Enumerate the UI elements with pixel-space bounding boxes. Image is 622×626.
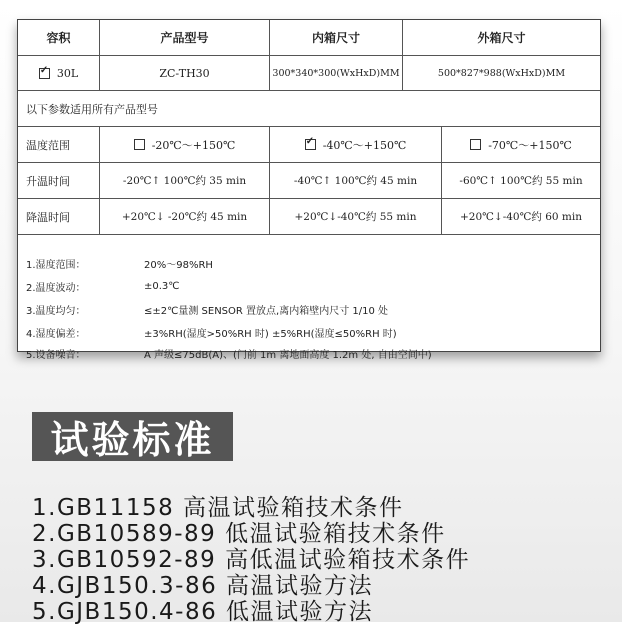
capacity-value: 30L bbox=[56, 66, 79, 80]
note-item bbox=[26, 300, 388, 319]
note-value: ≤±2℃量测 SENSOR 置放点,离内箱壁内尺寸 1/10 处 bbox=[144, 306, 389, 317]
capacity-cell bbox=[18, 56, 100, 90]
note-key: 5.设备噪音： bbox=[26, 350, 86, 361]
standard-item: 4.GJB150.3-86 高温试验方法 bbox=[32, 573, 374, 599]
standard-item: 3.GB10592-89 高低温试验箱技术条件 bbox=[32, 547, 471, 573]
standard-item: 5.GJB150.4-86 低温试验方法 bbox=[32, 599, 374, 625]
heating-label: 升温时间 bbox=[18, 163, 100, 198]
spec-notes bbox=[18, 254, 600, 361]
checkbox-empty-icon bbox=[470, 139, 481, 150]
note-item bbox=[26, 254, 213, 273]
checkbox-empty-icon bbox=[134, 139, 145, 150]
note-item bbox=[26, 344, 432, 363]
header-model: 产品型号 bbox=[100, 20, 270, 55]
model-value: ZC-TH30 bbox=[100, 56, 270, 90]
header-outer-size: 外箱尺寸 bbox=[477, 31, 526, 45]
heating-value-3: -60℃↑ 100℃约 55 min bbox=[459, 175, 583, 187]
applies-note-row bbox=[18, 91, 600, 127]
standards-title: 试验标准 bbox=[32, 412, 233, 461]
header-inner-size: 内箱尺寸 bbox=[270, 20, 403, 55]
table-header-row bbox=[18, 20, 600, 56]
cooling-value-2: +20℃↓-40℃约 55 min bbox=[270, 199, 442, 234]
applies-note: 以下参数适用所有产品型号 bbox=[26, 102, 158, 116]
note-key: 3.温度均匀： bbox=[26, 306, 86, 317]
temp-range-option-3 bbox=[442, 127, 600, 162]
cooling-value-1: +20℃↓ -20℃约 45 min bbox=[100, 199, 270, 234]
spec-table bbox=[17, 19, 601, 361]
note-value: A 声级≤75dB(A)、(门前 1m 离地面高度 1.2m 处, 自由空间中) bbox=[144, 350, 432, 361]
note-key: 2.温度波动： bbox=[26, 283, 86, 294]
heating-value-1: -20℃↑ 100℃约 35 min bbox=[100, 163, 270, 198]
outer-size-value: 500*827*988(WxHxD)MM bbox=[437, 67, 566, 79]
cooling-value-3: +20℃↓-40℃约 60 min bbox=[460, 211, 582, 223]
standard-item: 1.GB11158 高温试验箱技术条件 bbox=[32, 495, 404, 521]
temp-range-option-1 bbox=[100, 127, 270, 162]
checkbox-checked-icon bbox=[305, 139, 316, 150]
temp-range-label: 温度范围 bbox=[18, 127, 100, 162]
inner-size-value: 300*340*300(WxHxD)MM bbox=[270, 56, 403, 90]
heating-row bbox=[18, 163, 600, 199]
temp-range-option-3-text: -70℃～+150℃ bbox=[488, 138, 572, 152]
temp-range-option-2-text: -40℃～+150℃ bbox=[322, 138, 407, 152]
note-value: ±3%RH(湿度>50%RH 时) ±5%RH(湿度≤50%RH 时) bbox=[144, 329, 397, 340]
note-item bbox=[26, 323, 397, 342]
note-value: ±0.3℃ bbox=[144, 281, 180, 292]
temp-range-option-2 bbox=[270, 127, 442, 162]
cooling-label: 降温时间 bbox=[18, 199, 100, 234]
note-key: 4.湿度偏差： bbox=[26, 329, 86, 340]
product-row bbox=[18, 56, 600, 91]
standard-item: 2.GB10589-89 低温试验箱技术条件 bbox=[32, 521, 446, 547]
temp-range-option-1-text: -20℃～+150℃ bbox=[151, 138, 236, 152]
note-key: 1.湿度范围： bbox=[26, 260, 86, 271]
cooling-row bbox=[18, 199, 600, 235]
heating-value-2: -40℃↑ 100℃约 45 min bbox=[270, 163, 442, 198]
temp-range-row bbox=[18, 127, 600, 163]
note-item bbox=[26, 277, 180, 296]
note-value: 20%～98%RH bbox=[144, 260, 213, 271]
checkbox-checked-icon bbox=[39, 68, 50, 79]
header-capacity: 容积 bbox=[18, 20, 100, 55]
